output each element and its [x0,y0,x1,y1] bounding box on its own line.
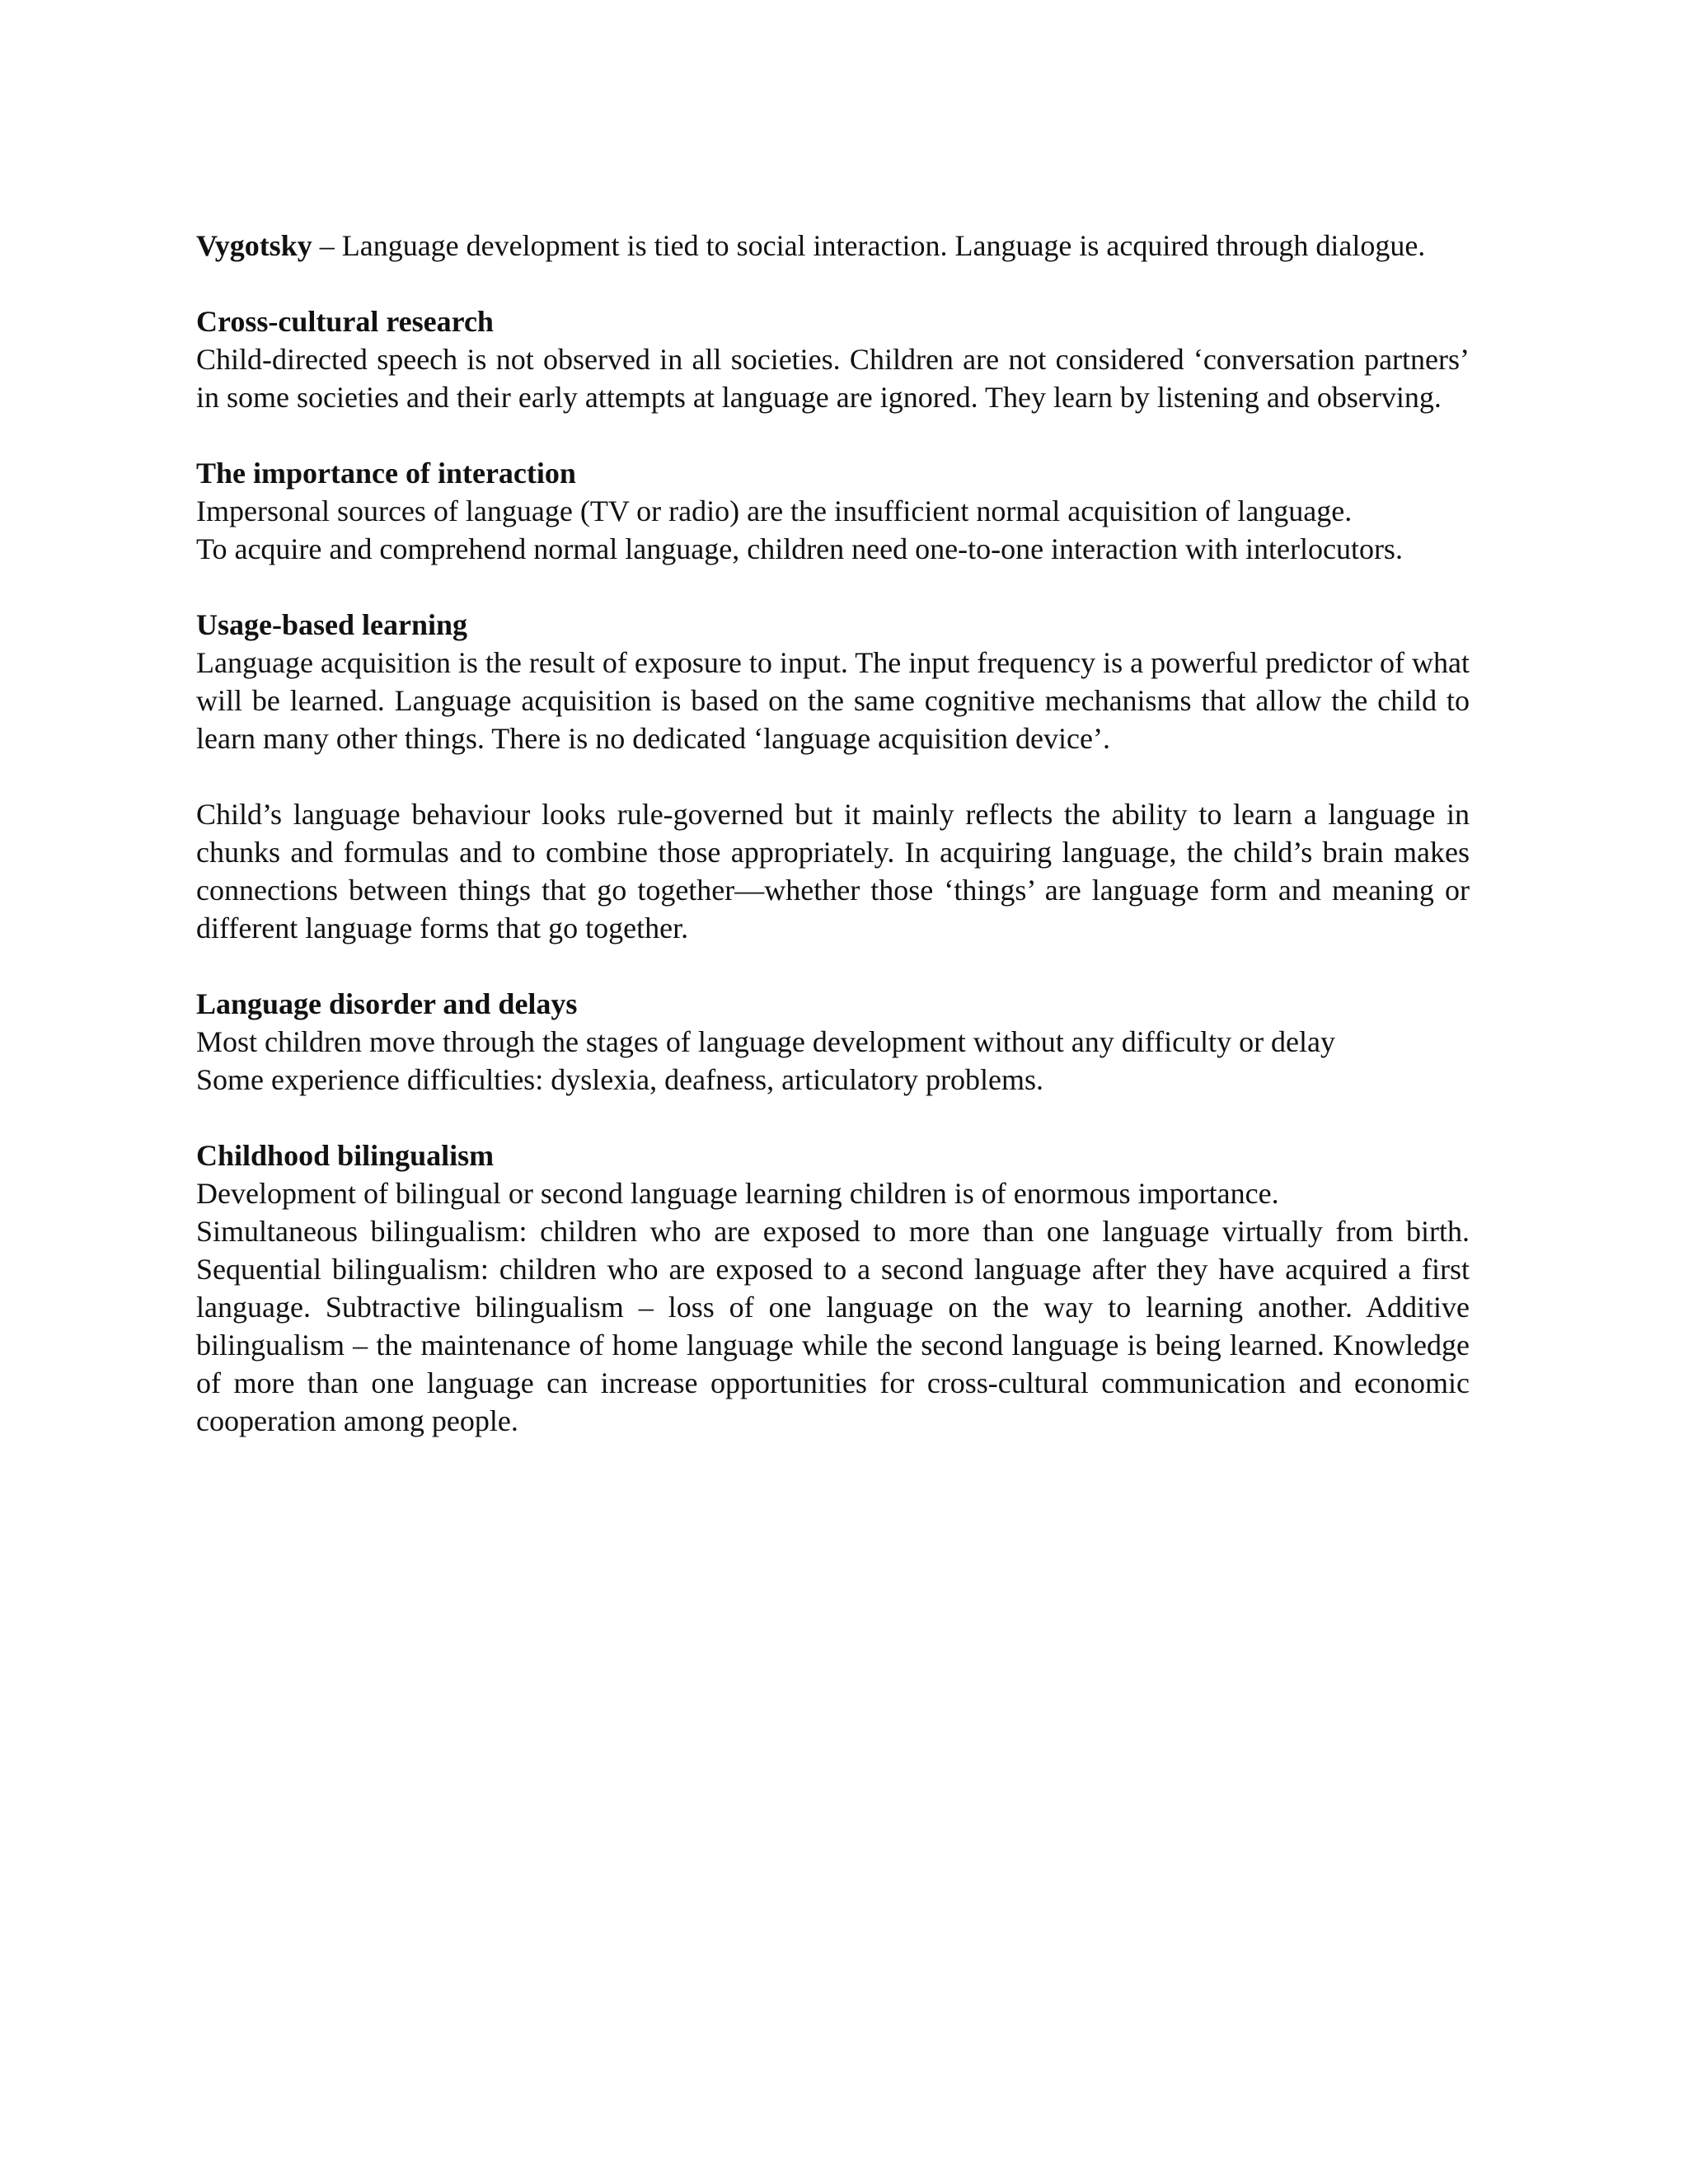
section-line: Most children move through the stages of language development without any difficulty or delay [196,1025,1336,1058]
section-line: Development of bilingual or second language learning children is of enormous importance. [196,1177,1279,1210]
section-heading: Usage-based learning [196,608,468,641]
section-body: To acquire and comprehend normal language, children need one-to-one interaction with interlocutors. [196,532,1403,565]
section-bilingualism [196,1137,1470,1440]
section-cross-cultural [196,302,1470,416]
document-page [196,227,1470,1478]
section-usage [196,606,1470,757]
section-disorder [196,985,1470,1099]
section-usage-continued [196,795,1470,947]
section-heading: Childhood bilingualism [196,1139,495,1172]
section-body: Child’s language behaviour looks rule-governed but it mainly reflects the ability to learn a language in chunks and formulas and to combine those appropriately. In acquiring language, the child’s brain makes connections between things that go together—whether those ‘things’ are language form and meaning or different language forms that go together. [196,798,1470,944]
section-heading: The importance of interaction [196,457,576,490]
vygotsky-term: Vygotsky [196,229,312,262]
section-body: Language acquisition is the result of exposure to input. The input frequency is a powerful predictor of what will be learned. Language acquisition is based on the same cognitive mechanisms that allow the child to learn many other things. There is no dedicated ‘language acquisition device’. [196,646,1470,755]
vygotsky-paragraph [196,227,1470,265]
section-interaction [196,454,1470,568]
section-heading: Cross-cultural research [196,305,494,338]
section-heading: Language disorder and delays [196,987,578,1020]
section-body: Child-directed speech is not observed in all societies. Children are not considered ‘conversation partners’ in some societies and their early attempts at language are ignored. They learn by listening and observing. [196,343,1470,414]
section-body: Simultaneous bilingualism: children who are exposed to more than one language virtually from birth. Sequential bilingualism: children who are exposed to a second language after they have acquired a first language. Subtractive bilingualism – loss of one language on the way to learning another. Additive bilingualism – the maintenance of home language while the second language is being learned. Knowledge of more than one language can increase opportunities for cross-cultural communication and economic cooperation among people. [196,1215,1470,1437]
section-line: Some experience difficulties: dyslexia, deafness, articulatory problems. [196,1063,1044,1096]
vygotsky-text: – Language development is tied to social interaction. Language is acquired through dialogue. [312,229,1426,262]
section-line: Impersonal sources of language (TV or radio) are the insufficient normal acquisition of language. [196,494,1353,527]
